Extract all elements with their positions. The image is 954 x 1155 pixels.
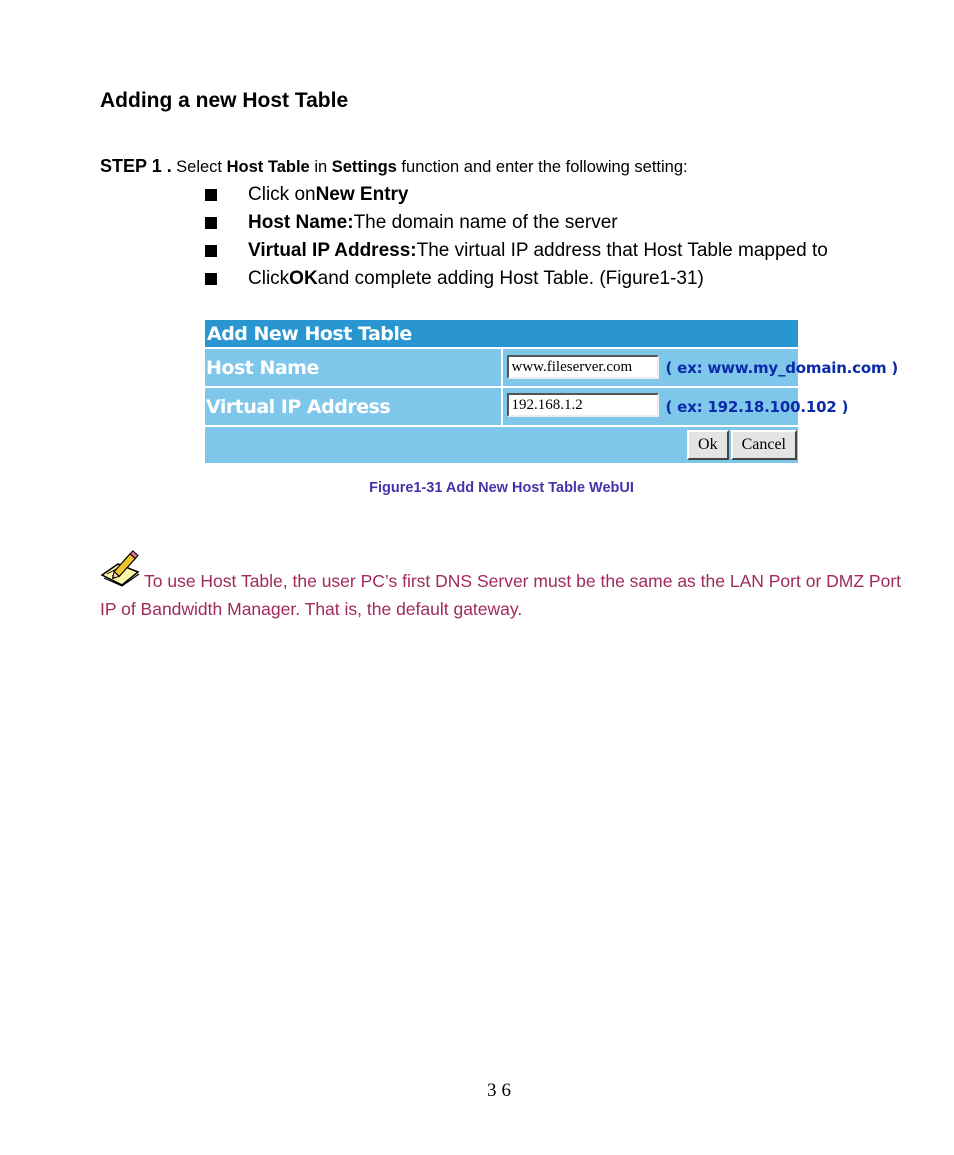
- section-heading: Adding a new Host Table: [100, 89, 349, 112]
- note-paragraph: [100, 547, 905, 623]
- list-item: [205, 265, 828, 293]
- virtual-ip-label: Virtual IP Address: [205, 387, 502, 426]
- host-name-input[interactable]: [507, 355, 659, 379]
- square-bullet-icon: [205, 189, 217, 201]
- figure-caption: Figure1-31 Add New Host Table WebUI: [369, 480, 634, 496]
- step-text-select: Select: [176, 158, 227, 176]
- host-table-form: [205, 320, 899, 463]
- step-text-settings: Settings: [331, 158, 397, 176]
- bullet-bold-text: Virtual IP Address:: [248, 240, 417, 261]
- virtual-ip-input[interactable]: [507, 393, 659, 417]
- button-row: [205, 426, 798, 463]
- bullet-bold-text: Host Name:: [248, 212, 354, 233]
- bullet-text: The virtual IP address that Host Table mapped to: [416, 240, 828, 261]
- page-number: 36: [487, 1080, 516, 1101]
- step-label: STEP 1 .: [100, 156, 172, 176]
- host-name-cell: [502, 348, 899, 387]
- step-1-instruction: [100, 156, 688, 177]
- virtual-ip-cell: [502, 387, 849, 426]
- bullet-bold-text: New Entry: [315, 184, 409, 205]
- list-item: [205, 181, 828, 209]
- square-bullet-icon: [205, 245, 217, 257]
- host-name-example: ( ex: www.my_domain.com ): [665, 359, 899, 377]
- list-item: [205, 237, 828, 265]
- step-text-in: in: [309, 158, 332, 176]
- step-text-host-table: Host Table: [226, 158, 310, 176]
- form-title: Add New Host Table: [205, 320, 798, 348]
- ok-button[interactable]: Ok: [687, 430, 729, 460]
- host-name-label: Host Name: [205, 348, 502, 387]
- bullet-text: The domain name of the server: [353, 212, 618, 233]
- cancel-button[interactable]: Cancel: [731, 430, 797, 460]
- bullet-text: Click: [248, 268, 290, 289]
- bullet-text: and complete adding Host Table. (Figure1-31): [317, 268, 704, 289]
- bullet-bold-text: OK: [289, 268, 318, 289]
- instruction-list: [205, 181, 828, 293]
- virtual-ip-example: ( ex: 192.18.100.102 ): [665, 398, 849, 416]
- pencil-note-icon: [100, 547, 143, 595]
- note-text: To use Host Table, the user PC’s first DNS Server must be the same as the LAN Port or DMZ Port IP of Bandwidth Manager. That is, the default gateway.: [100, 571, 902, 619]
- list-item: [205, 209, 828, 237]
- add-host-table-webui: [205, 320, 899, 466]
- square-bullet-icon: [205, 217, 217, 229]
- square-bullet-icon: [205, 273, 217, 285]
- step-text-rest: function and enter the following setting:: [396, 158, 688, 176]
- bullet-text: Click on: [248, 184, 316, 205]
